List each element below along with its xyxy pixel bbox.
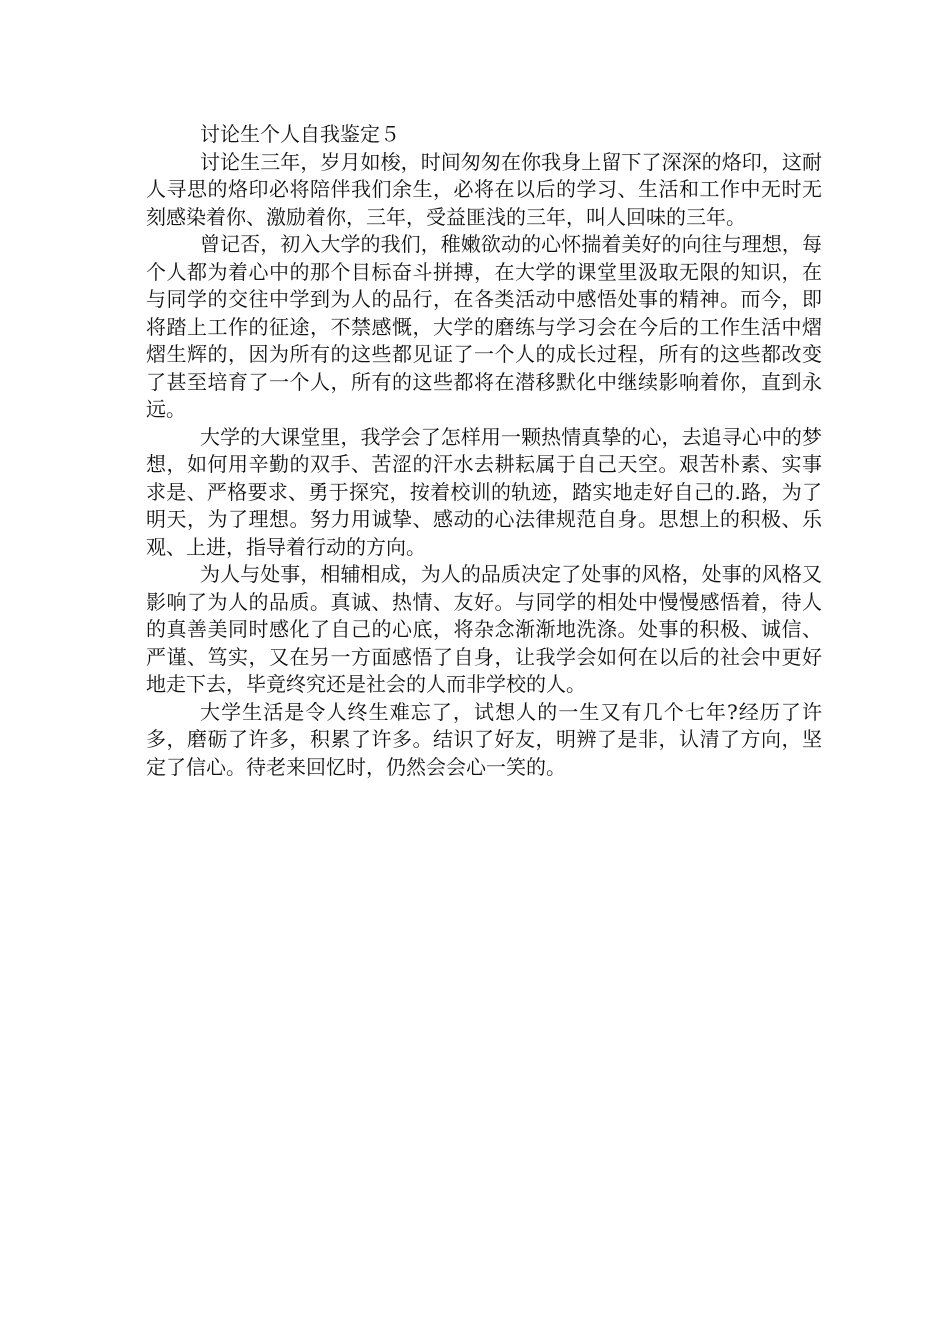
paragraph-2: 曾记否，初入大学的我们，稚嫩欲动的心怀揣着美好的向往与理想，每个人都为着心中的那个目标奋斗拼搏，在大学的课堂里汲取无限的知识，在与同学的交往中学到为人的品行，在各类活动中感悟处事的精神。而今，即将踏上工作的征途，不禁感慨，大学的磨练与学习会在今后的工作生活中熠熠生辉的，因为所有的这些都见证了一个人的成长过程，所有的这些都改变了甚至培育了一个人，所有的这些都将在潜移默化中继续影响着你，直到永远。 bbox=[146, 232, 822, 421]
paragraph-5: 大学生活是令人终生难忘了，试想人的一生又有几个七年?经历了许多，磨砺了许多，积累了许多。结识了好友，明辨了是非，认清了方向，坚定了信心。待老来回忆时，仍然会会心一笑的。 bbox=[146, 699, 822, 779]
paragraph-1: 讨论生三年，岁月如梭，时间匆匆在你我身上留下了深深的烙印，这耐人寻思的烙印必将陪伴我们余生，必将在以后的学习、生活和工作中无时无刻感染着你、激励着你，三年，受益匪浅的三年，叫人回味的三年。 bbox=[146, 149, 822, 229]
document-title: 讨论生个人自我鉴定５ bbox=[200, 122, 400, 146]
paragraph-4: 为人与处事，相辅相成，为人的品质决定了处事的风格，处事的风格又影响了为人的品质。真诚、热情、友好。与同学的相处中慢慢感悟着，待人的真善美同时感化了自己的心底，将杂念渐渐地洗涤。处事的积极、诚信、严谨、笃实，又在另一方面感悟了自身，让我学会如何在以后的社会中更好地走下去，毕竟终究还是社会的人而非学校的人。 bbox=[146, 562, 822, 696]
document-body bbox=[146, 121, 822, 781]
paragraph-3: 大学的大课堂里，我学会了怎样用一颗热情真挚的心，去追寻心中的梦想，如何用辛勤的双手、苦涩的汗水去耕耘属于自己天空。艰苦朴素、实事求是、严格要求、勇于探究，按着校训的轨迹，踏实地走好自己的.路，为了明天，为了理想。努力用诚挚、感动的心法律规范自身。思想上的积极、乐观、上进，指导着行动的方向。 bbox=[146, 424, 822, 559]
